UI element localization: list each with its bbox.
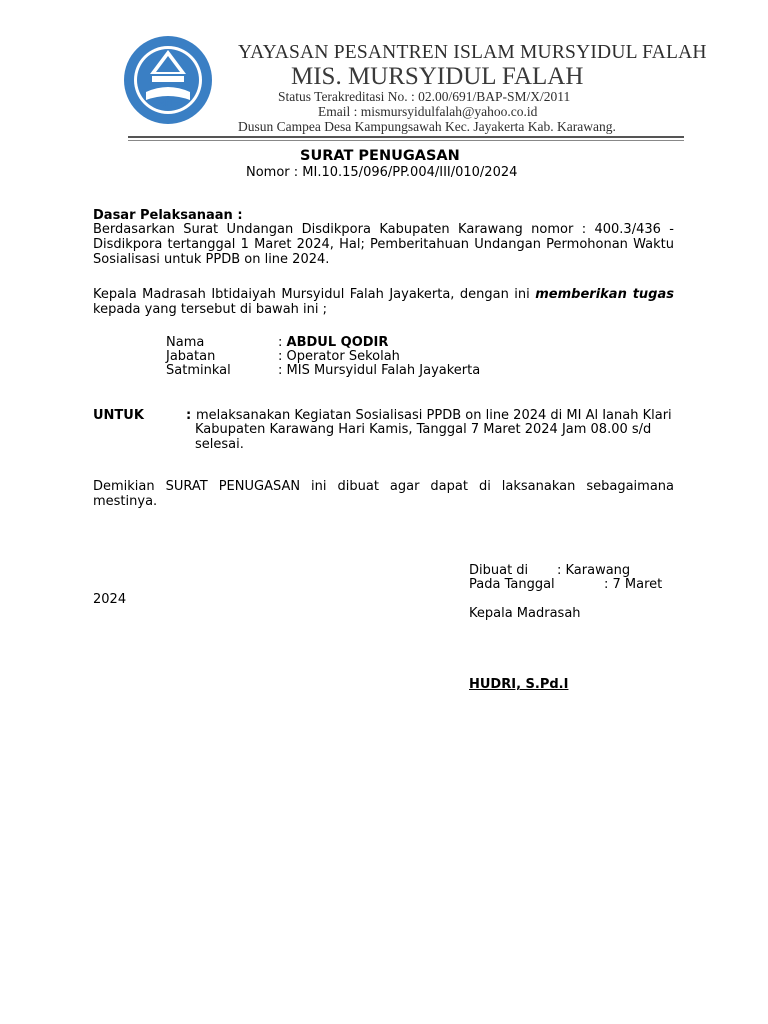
assignee-unit-label: Satminkal xyxy=(166,363,231,378)
assignee-position-value: : Operator Sekolah xyxy=(278,349,400,364)
untuk-line-3: selesai. xyxy=(195,437,244,452)
accreditation-status: Status Terakreditasi No. : 02.00/691/BAP-SM/X/2011 xyxy=(278,89,571,104)
untuk-line-2: Kabupaten Karawang Hari Kamis, Tanggal 7 Maret 2024 Jam 08.00 s/d xyxy=(195,422,652,437)
school-email: Email : mismursyidulfalah@yahoo.co.id xyxy=(318,104,538,119)
intro-part2: kepada yang tersebut di bawah ini ; xyxy=(93,302,328,317)
signatory-name: HUDRI, S.Pd.I xyxy=(469,677,569,692)
foundation-name: YAYASAN PESANTREN ISLAM MURSYIDUL FALAH xyxy=(238,42,707,63)
signature-position: Kepala Madrasah xyxy=(469,606,581,621)
document-number: Nomor : MI.10.15/096/PP.004/III/010/2024 xyxy=(246,165,518,180)
intro-part1: Kepala Madrasah Ibtidaiyah Mursyidul Falah Jayakerta, dengan ini xyxy=(93,287,536,302)
signature-place-value: : Karawang xyxy=(557,563,631,578)
closing-text: Demikian SURAT PENUGASAN ini dibuat agar dapat di laksanakan sebagaimana mestinya. xyxy=(93,479,674,509)
logo-text: YAPIM xyxy=(153,99,183,108)
assignee-unit-value: : MIS Mursyidul Falah Jayakerta xyxy=(278,363,481,378)
untuk-colon: : xyxy=(186,408,192,423)
school-address: Dusun Campea Desa Kampungsawah Kec. Jayakerta Kab. Karawang. xyxy=(238,119,616,134)
assignee-position-label: Jabatan xyxy=(166,349,216,364)
school-name: MIS. MURSYIDUL FALAH xyxy=(291,63,584,90)
signature-date-value: : 7 Maret xyxy=(604,577,663,592)
document-title: SURAT PENUGASAN xyxy=(300,148,460,164)
signature-year: 2024 xyxy=(93,592,127,607)
untuk-line-1: melaksanakan Kegiatan Sosialisasi PPDB on line 2024 di MI Al Ianah Klari xyxy=(196,408,672,423)
basis-text: Berdasarkan Surat Undangan Disdikpora Kabupaten Karawang nomor : 400.3/436 - Disdikpora tertanggal 1 Maret 2024, Hal; Pemberitahuan Undangan Permohonan Waktu Sosialisasi untuk PPDB on line 2024. xyxy=(93,222,674,267)
assignment-intro xyxy=(93,287,674,317)
letterhead-divider xyxy=(128,136,684,138)
basis-heading: Dasar Pelaksanaan : xyxy=(93,208,243,223)
untuk-label: UNTUK xyxy=(93,408,144,423)
signature-place-label: Dibuat di xyxy=(469,563,529,578)
assignee-name-value: : ABDUL QODIR xyxy=(278,335,389,350)
school-logo xyxy=(122,34,214,126)
signature-date-label: Pada Tanggal xyxy=(469,577,555,592)
letterhead-divider-thin xyxy=(128,140,684,141)
intro-emphasis: memberikan tugas xyxy=(535,287,674,302)
assignee-name-label: Nama xyxy=(166,335,205,350)
